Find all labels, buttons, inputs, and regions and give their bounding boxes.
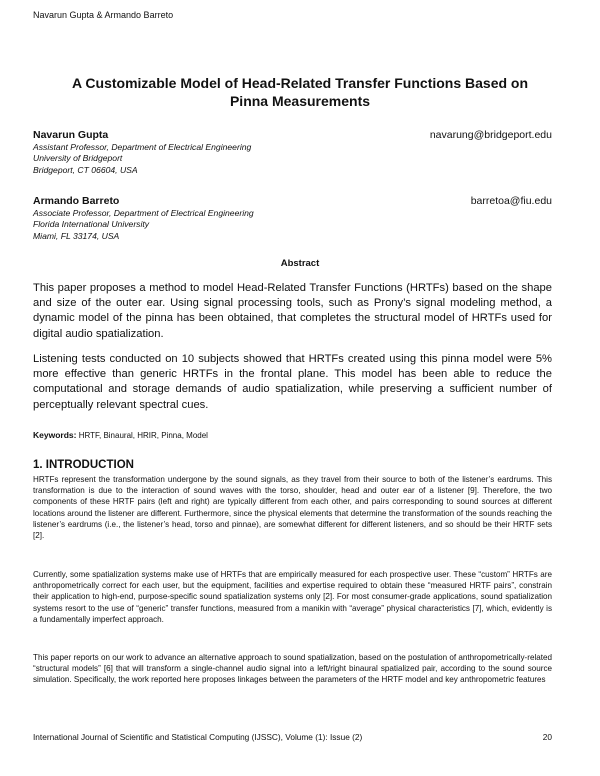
body-paragraph: This paper reports on our work to advance an alternative approach to sound spatialization, based on the postulation of anthropometrically-related “structural models” [6] that will transform a single-channel audio signal into a left/right binaural spatialized pair, according to the sound source simulation. Specifically, the work reported here proposes linkages between the parameters of the HRTF model and key anthropometric features (33, 653, 552, 685)
abstract-heading: Abstract (280, 258, 320, 269)
body-paragraph: Currently, some spatialization systems make use of HRTFs that are empirically measured for each prospective user. These “custom” HRTFs are anthropometrically correct for each user, but the equipment, facilities and expertise required to obtain these “measured HRTF pairs”, constrain their application to high-end, purpose-specific sound spatialization systems only [2]. For most consumer-grade applications, sound spatialization systems resort to the use of “generic” transfer functions, measured from a manikin with “average” physical characteristics [7], which, evidently is a fundamentally imperfect approach. (33, 570, 552, 624)
keywords-value: HRTF, Binaural, HRIR, Pinna, Model (78, 431, 208, 440)
section-heading: 1. INTRODUCTION (33, 459, 134, 471)
abstract-paragraph: Listening tests conducted on 10 subjects showed that HRTFs created using this pinna model were 5% more effective than generic HRTFs in the frontal plane. This model has been able to reduce the computational and storage demands of audio spatialization, while preserving a sufficient number of perceptually relevant spectral cues. (33, 353, 552, 411)
author-block (33, 196, 552, 242)
author-affiliation: Bridgeport, CT 06604, USA (33, 164, 138, 175)
author-name: Armando Barreto (33, 195, 120, 207)
author-name: Navarun Gupta (33, 129, 109, 141)
author-affiliation: Miami, FL 33174, USA (33, 230, 120, 241)
author-email[interactable]: navarung@bridgeport.edu (429, 129, 552, 141)
journal-citation: International Journal of Scientific and Statistical Computing (IJSSC), Volume (1): Issue (2) (33, 732, 363, 742)
body-paragraph: HRTFs represent the transformation undergone by the sound signals, as they travel from their source to both of the listener’s eardrums. This transformation is due to the interaction of sound waves with the torso, shoulder, head and outer ear of a listener [9]. Therefore, the two components of these HRTF pairs (left and right) are typically different from each other, and pairs corresponding to sound sources at different locations around the listener are different. Furthermore, since the physical elements that determine the transformation of the sounds reaching the listener’s eardrums (i.e., the listener’s head, torso and pinnae), are somewhat different for different listeners, and so should be their HRTF sets [2]. (33, 475, 552, 541)
author-email[interactable]: barretoa@fiu.edu (470, 195, 552, 207)
author-block (33, 130, 552, 176)
running-header: Navarun Gupta & Armando Barreto (33, 10, 174, 20)
abstract-paragraph: This paper proposes a method to model Head-Related Transfer Functions (HRTFs) based on the shape and size of the outer ear. Using signal processing tools, such as Prony’s signal modeling method, a dynamic model of the pinna has been obtained, that completes the structural model of HRTFs used for digital audio spatialization. (33, 282, 552, 340)
author-affiliation: Assistant Professor, Department of Electrical Engineering (33, 141, 252, 152)
author-affiliation: Florida International University (33, 219, 150, 229)
keywords-label: Keywords: (33, 430, 77, 440)
author-affiliation: Associate Professor, Department of Electrical Engineering (33, 207, 254, 218)
page-number: 20 (542, 732, 552, 742)
page-footer (33, 732, 552, 742)
paper-title: A Customizable Model of Head-Related Transfer Functions Based on Pinna Measurements (71, 75, 529, 109)
keywords (33, 430, 208, 440)
author-affiliation: University of Bridgeport (33, 153, 123, 163)
